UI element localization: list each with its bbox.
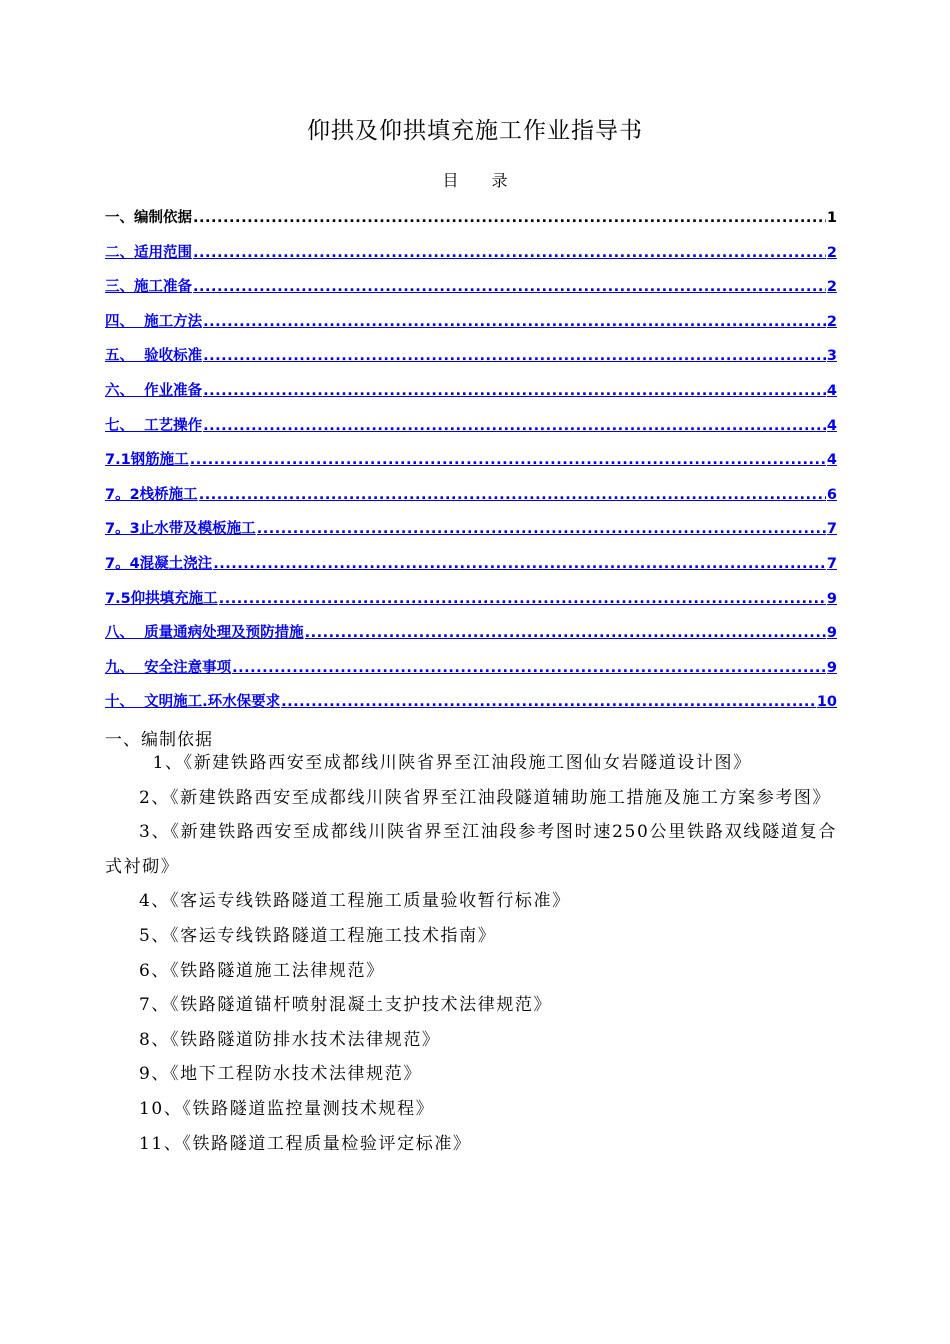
- toc-entry-label: 四、 施工方法: [105, 313, 203, 330]
- toc-entry-label: 十、 文明施工.环水保要求: [105, 694, 281, 711]
- toc-link[interactable]: [105, 379, 837, 414]
- toc-leader: [257, 521, 826, 537]
- reference-item: 9、《地下工程防水技术法律规范》: [139, 1064, 422, 1085]
- toc-leader: [281, 694, 816, 710]
- toc-link[interactable]: [105, 656, 837, 691]
- toc-link[interactable]: [105, 483, 837, 518]
- toc-entry-label: 六、 作业准备: [105, 382, 203, 399]
- toc-entry-label: 七、 工艺操作: [105, 417, 203, 434]
- toc-entry-page: 9: [826, 590, 837, 607]
- toc-entry-page: 4: [826, 417, 837, 434]
- toc-link[interactable]: [105, 414, 837, 449]
- toc-entry-page: 9: [826, 625, 837, 642]
- reference-item: 8、《铁路隧道防排水技术法律规范》: [139, 1029, 441, 1050]
- toc-entry-page: 4: [826, 452, 837, 469]
- toc-link[interactable]: [105, 310, 837, 345]
- toc-link[interactable]: [105, 344, 837, 379]
- toc-leader: [199, 487, 826, 503]
- toc-leader: [193, 210, 826, 226]
- reference-item: 1、《新建铁路西安至成都线川陕省界至江油段施工图仙女岩隧道设计图》: [152, 753, 752, 773]
- toc-link[interactable]: [105, 241, 837, 276]
- reference-list: [105, 746, 837, 1161]
- toc-entry-label: 7.5仰拱填充施工: [105, 590, 218, 607]
- toc-link[interactable]: [105, 621, 837, 656]
- toc-entry-page: 7: [826, 521, 837, 538]
- document-title: 仰拱及仰拱填充施工作业指导书: [307, 118, 643, 144]
- table-of-contents: [105, 206, 837, 725]
- toc-entry-label: 7。4混凝土浇注: [105, 555, 213, 572]
- toc-leader: [219, 591, 826, 607]
- toc-entry-label: 7。2栈桥施工: [105, 486, 198, 503]
- section-heading: 一、编制依据: [105, 730, 213, 750]
- toc-entry-page: 2: [826, 244, 837, 261]
- toc-entry-label: 三、施工准备: [105, 279, 192, 296]
- toc-link[interactable]: [105, 517, 837, 552]
- toc-heading: 目 录: [442, 171, 522, 190]
- toc-leader: [213, 556, 826, 572]
- reference-item: 11、《铁路隧道工程质量检验评定标准》: [139, 1133, 472, 1154]
- toc-link[interactable]: [105, 690, 837, 725]
- toc-entry-page: 4: [826, 382, 837, 399]
- reference-item: 4、《客运专线铁路隧道工程施工质量验收暂行标准》: [139, 891, 571, 912]
- reference-item: 2、《新建铁路西安至成都线川陕省界至江油段隧道辅助施工措施及施工方案参考图》: [139, 787, 832, 808]
- toc-entry-label: 九、 安全注意事项: [105, 659, 232, 676]
- reference-item: 5、《客运专线铁路隧道工程施工技术指南》: [139, 925, 497, 946]
- toc-entry-page: 3: [826, 348, 837, 365]
- toc-entry-page: 2: [826, 279, 837, 296]
- reference-item: 7、《铁路隧道锚杆喷射混凝土支护技术法律规范》: [139, 995, 553, 1016]
- toc-link[interactable]: [105, 448, 837, 483]
- toc-entry-page: 7: [826, 555, 837, 572]
- toc-leader: [203, 383, 826, 399]
- toc-entry-label: 7。3止水带及模板施工: [105, 521, 256, 538]
- toc-leader: [232, 660, 826, 676]
- toc-leader: [190, 452, 826, 468]
- toc-entry-page: 10: [816, 694, 837, 711]
- toc-link[interactable]: [105, 552, 837, 587]
- toc-leader: [203, 348, 826, 364]
- toc-entry-page: 1: [826, 210, 837, 226]
- toc-leader: [203, 314, 826, 330]
- toc-entry-label: 一、编制依据: [105, 210, 192, 226]
- toc-entry: [105, 206, 837, 241]
- toc-entry-page: 6: [826, 486, 837, 503]
- toc-entry-label: 八、 质量通病处理及预防措施: [105, 625, 304, 642]
- toc-leader: [193, 279, 826, 295]
- reference-item: 6、《铁路隧道施工法律规范》: [139, 960, 385, 981]
- toc-entry-label: 五、 验收标准: [105, 348, 203, 365]
- toc-entry-label: 二、适用范围: [105, 244, 192, 261]
- toc-entry-label: 7.1钢筋施工: [105, 452, 189, 469]
- toc-leader: [193, 245, 826, 261]
- reference-item: 10、《铁路隧道监控量测技术规程》: [139, 1098, 435, 1119]
- toc-link[interactable]: [105, 587, 837, 622]
- toc-entry-page: 9: [826, 659, 837, 676]
- toc-leader: [305, 625, 826, 641]
- toc-entry-page: 2: [826, 313, 837, 330]
- toc-link[interactable]: [105, 275, 837, 310]
- reference-item: 3、《新建铁路西安至成都线川陕省界至江油段参考图时速250公里铁路双线隧道复合式衬砌》: [105, 822, 837, 877]
- toc-leader: [203, 418, 826, 434]
